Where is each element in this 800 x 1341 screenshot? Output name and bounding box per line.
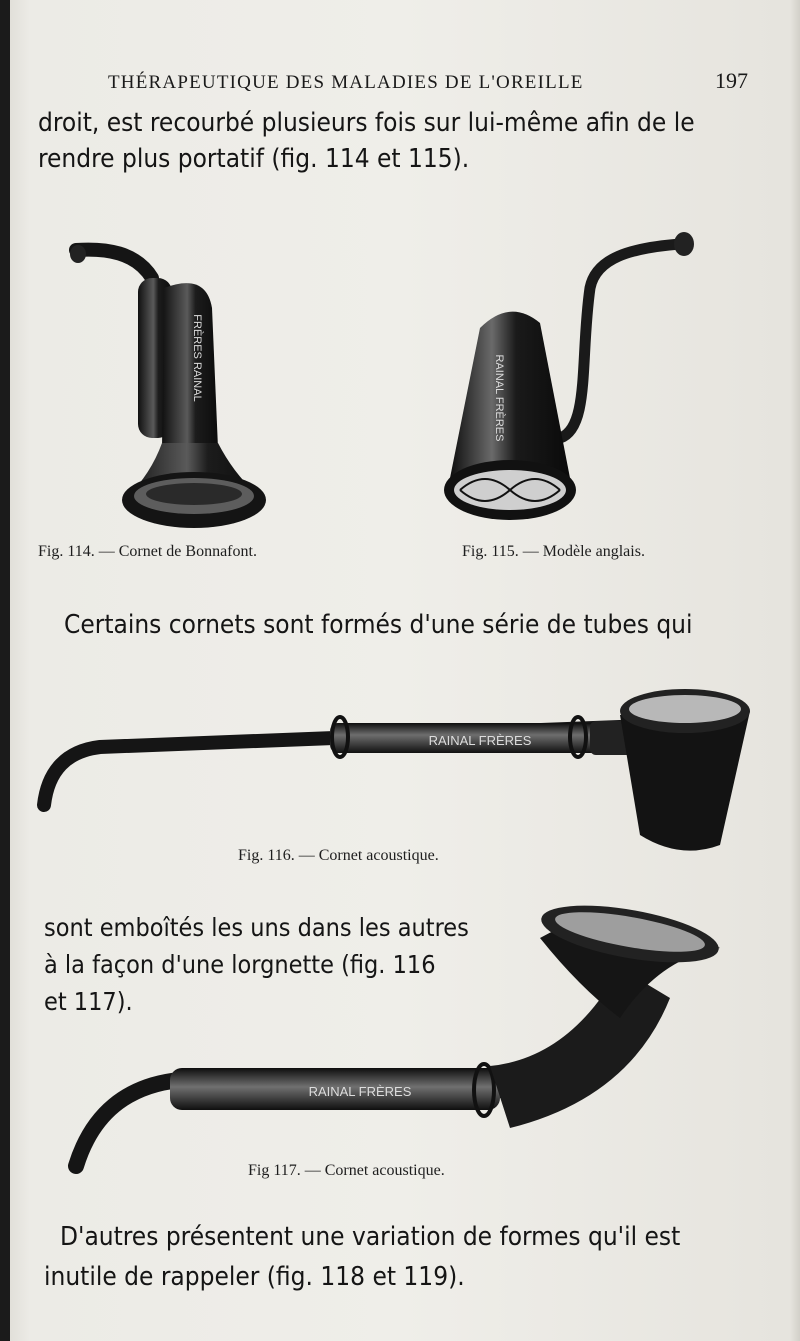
- paragraph-line: à la façon d'une lorgnette (fig. 116: [44, 950, 436, 979]
- engraving-text: FRÈRES RAINAL: [191, 314, 203, 402]
- paragraph-line: Certains cornets sont formés d'une série de tubes qui: [64, 610, 693, 640]
- page-number: 197: [715, 68, 748, 93]
- figure-116-acoustic-horn: [30, 675, 760, 860]
- figure-caption: Fig. 116. — Cornet acoustique.: [238, 847, 439, 864]
- figure-caption: Fig. 115. — Modèle anglais.: [462, 543, 645, 560]
- engraving-text: RAINAL FRÈRES: [428, 733, 532, 748]
- engraving-text: RAINAL FRÈRES: [493, 354, 505, 442]
- running-head-title: THÉRAPEUTIQUE DES MALADIES DE L'OREILLE: [108, 72, 584, 93]
- paragraph-line: inutile de rappeler (fig. 118 et 119).: [44, 1262, 465, 1292]
- paragraph-line: sont emboîtés les uns dans les autres: [44, 913, 469, 942]
- figure-115-english-model-horn: [440, 228, 700, 538]
- running-head: [108, 68, 748, 94]
- paragraph-line: rendre plus portatif (fig. 114 et 115).: [38, 144, 470, 174]
- figure-caption: Fig. 114. — Cornet de Bonnafont.: [38, 543, 257, 560]
- figure-caption: Fig 117. — Cornet acoustique.: [248, 1162, 445, 1179]
- paragraph-line: droit, est recourbé plusieurs fois sur lui-même afin de le: [38, 108, 695, 138]
- engraving-text: RAINAL FRÈRES: [308, 1084, 412, 1099]
- paragraph-line: D'autres présentent une variation de formes qu'il est: [60, 1222, 681, 1252]
- page-binding-edge: [0, 0, 10, 1341]
- paragraph-line: et 117).: [44, 987, 133, 1016]
- figure-114-bonnafont-horn: [66, 238, 276, 538]
